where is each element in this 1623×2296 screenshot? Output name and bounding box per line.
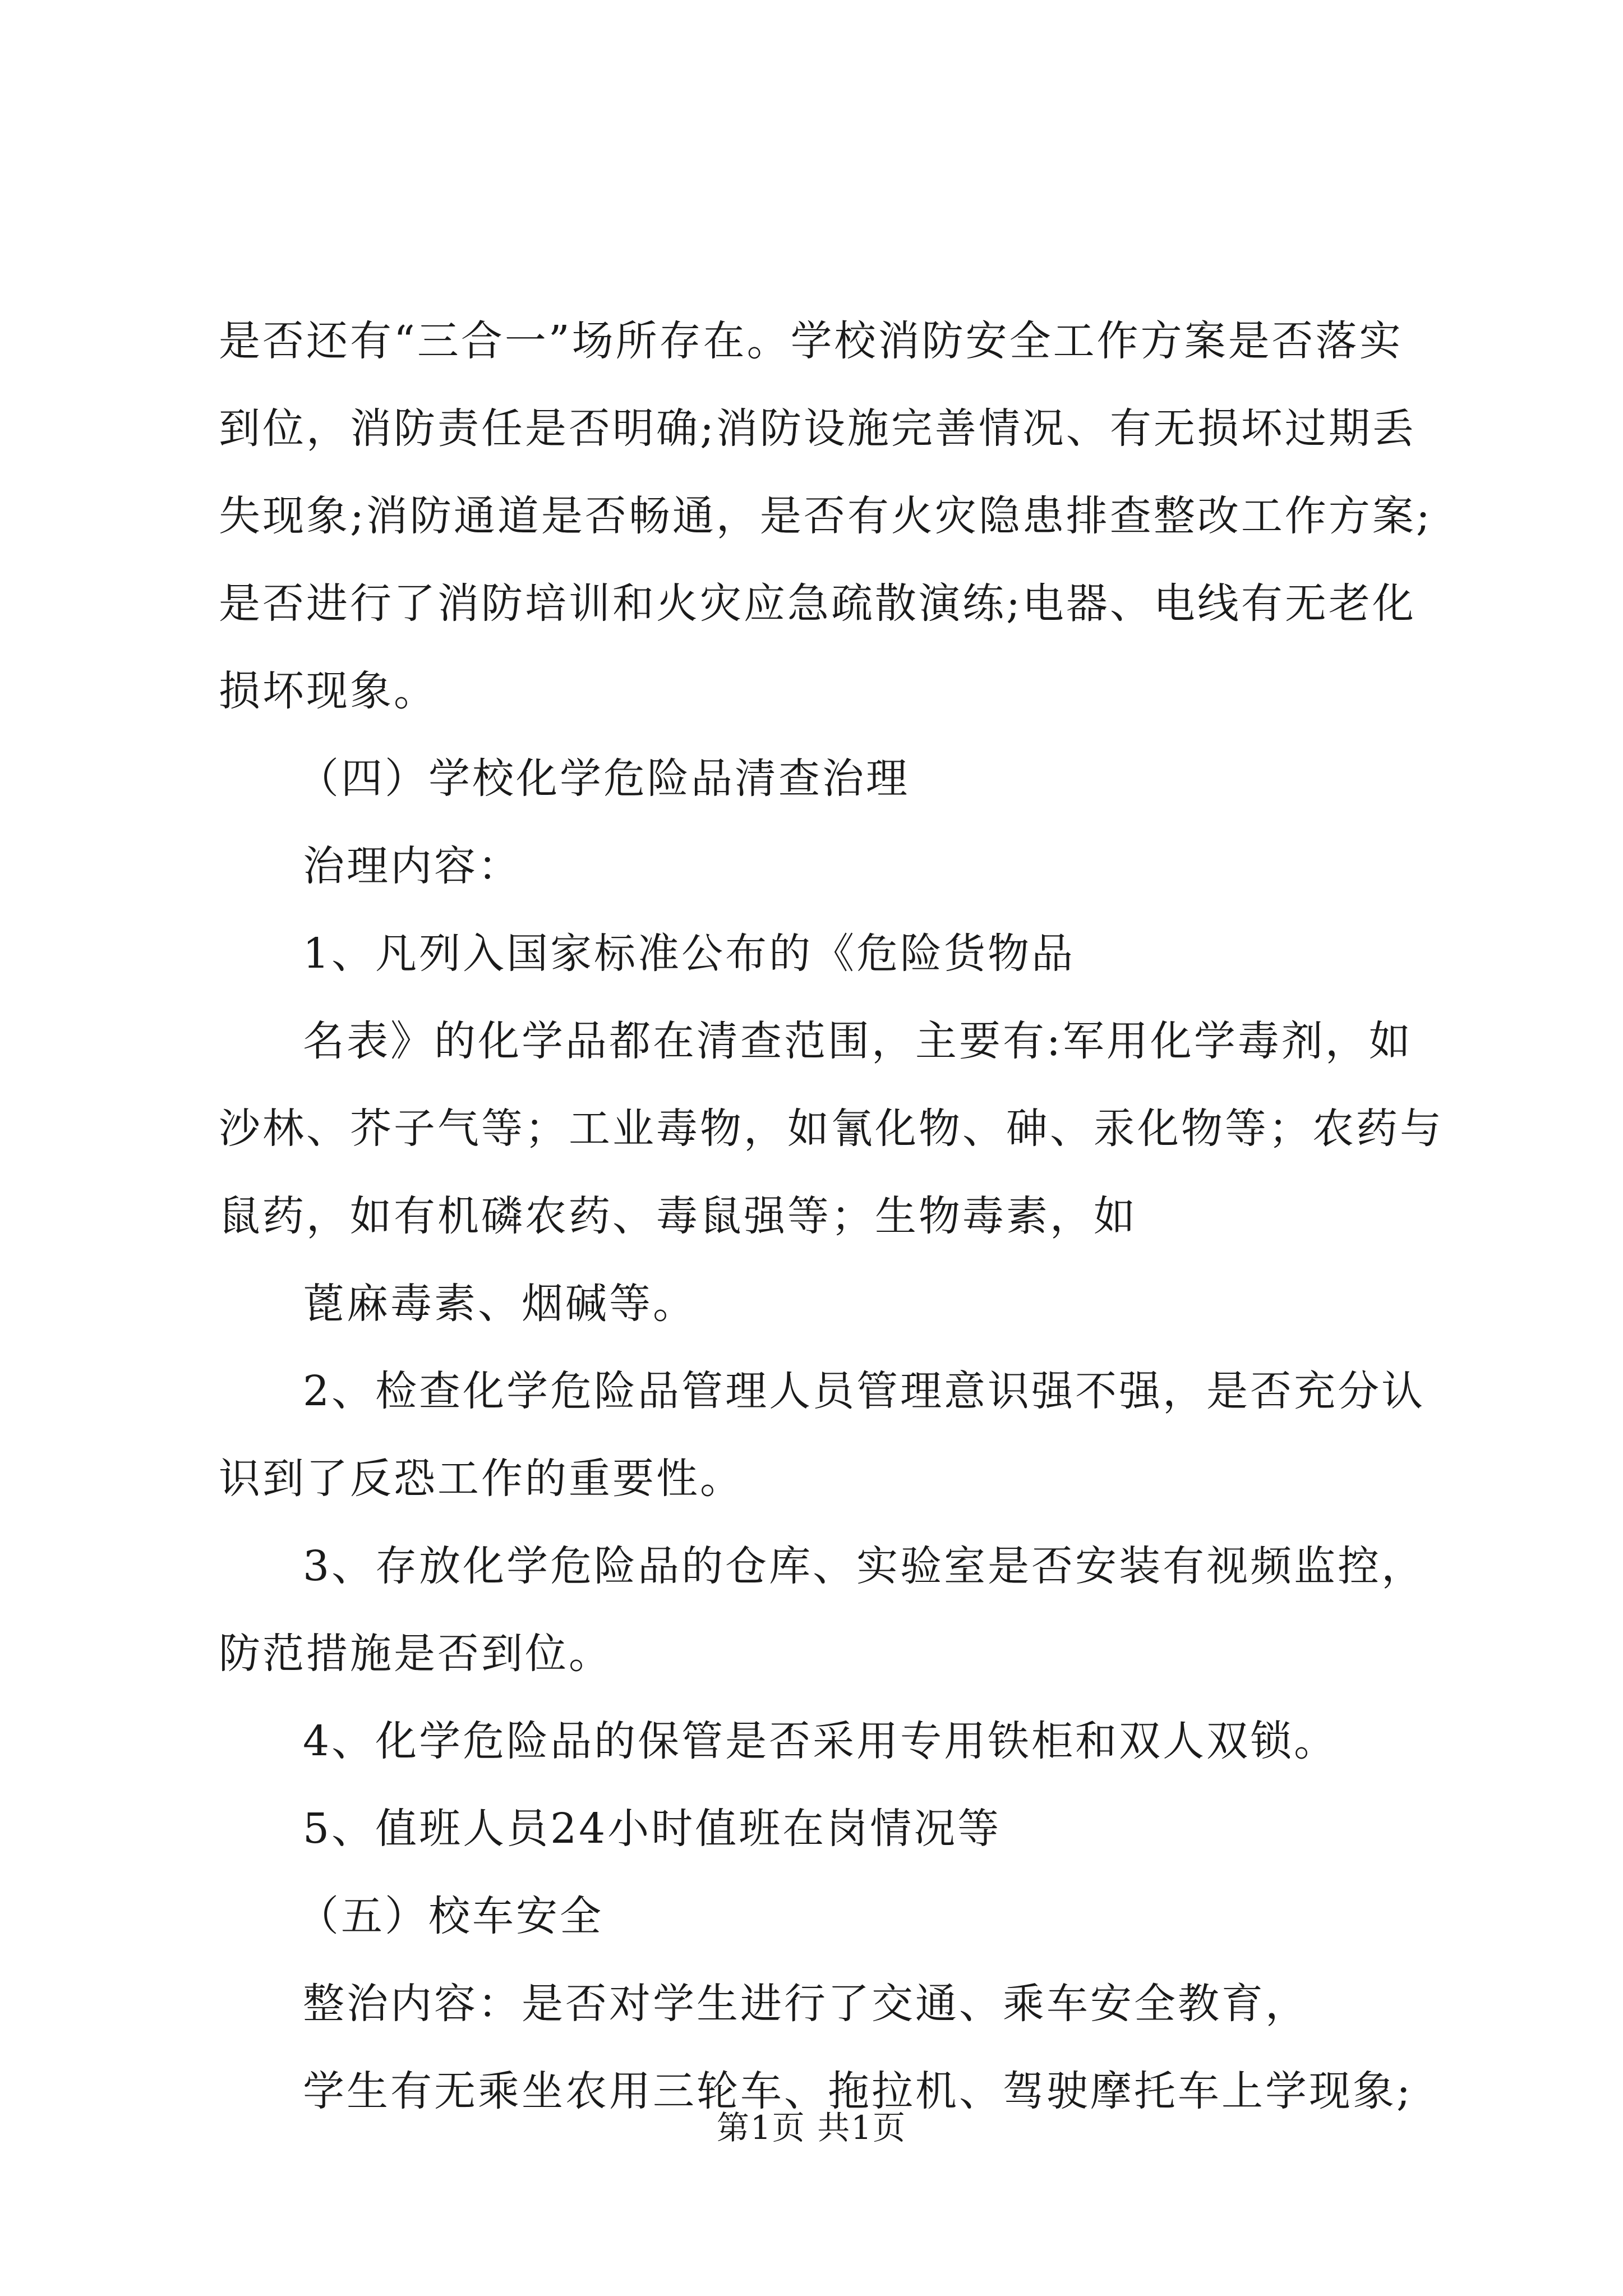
text-line: 失现象;消防通道是否畅通，是否有火灾隐患排查整改工作方案; bbox=[219, 492, 1432, 540]
text-line: 4、化学危险品的保管是否采用专用铁柜和双人双锁。 bbox=[303, 1717, 1338, 1765]
page-footer: 第1页 共1页 bbox=[716, 2109, 907, 2147]
text-line: 防范措施是否到位。 bbox=[219, 1630, 612, 1678]
text-line: 3、存放化学危险品的仓库、实验室是否安装有视频监控， bbox=[303, 1542, 1426, 1590]
document-body bbox=[219, 297, 1444, 2135]
text-line: 到位，消防责任是否明确;消防设施完善情况、有无损坏过期丢 bbox=[219, 404, 1416, 453]
text-line: 名表》的化学品都在清查范围，主要有:军用化学毒剂，如 bbox=[303, 1017, 1413, 1065]
text-line: 是否进行了消防培训和火灾应急疏散演练;电器、电线有无老化 bbox=[219, 579, 1416, 628]
text-line: 蓖麻毒素、烟碱等。 bbox=[303, 1280, 697, 1328]
text-line: 损坏现象。 bbox=[219, 667, 437, 715]
text-line: 鼠药，如有机磷农药、毒鼠强等；生物毒素，如 bbox=[219, 1192, 1137, 1240]
section-heading: （四）学校化学危险品清查治理 bbox=[297, 754, 910, 803]
text-line: 识到了反恐工作的重要性。 bbox=[219, 1455, 744, 1503]
text-line: 5、值班人员24小时值班在岗情况等 bbox=[303, 1805, 1002, 1853]
text-line: 整治内容：是否对学生进行了交通、乘车安全教育， bbox=[303, 1980, 1309, 2028]
text-line: 是否还有“三合一”场所存在。学校消防安全工作方案是否落实 bbox=[219, 317, 1403, 365]
text-line: 治理内容： bbox=[303, 842, 522, 890]
text-line: 1、凡列入国家标准公布的《危险货物品 bbox=[303, 930, 1076, 978]
text-line: 2、检查化学危险品管理人员管理意识强不强，是否充分认 bbox=[303, 1367, 1426, 1415]
section-heading: （五）校车安全 bbox=[297, 1892, 603, 1940]
text-line: 沙林、芥子气等；工业毒物，如氰化物、砷、汞化物等；农药与 bbox=[219, 1105, 1444, 1153]
text-line: 学生有无乘坐农用三轮车、拖拉机、驾驶摩托车上学现象; bbox=[303, 2067, 1413, 2115]
